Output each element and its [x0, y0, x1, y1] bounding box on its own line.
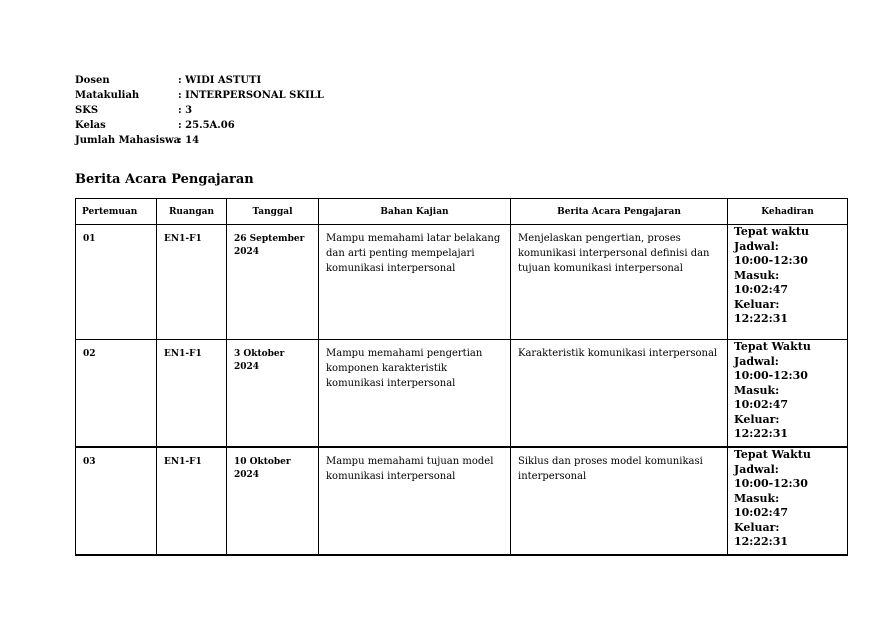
cell-kehadiran	[728, 447, 848, 555]
check-out-time: 12:22:31	[734, 427, 789, 440]
header-tanggal: Tanggal	[227, 199, 319, 225]
check-out-label: Keluar:	[734, 412, 780, 426]
cell-berita-acara: Menjelaskan pengertian, proses komunikasi interpersonal definisi dan tujuan komunikasi interpersonal	[511, 225, 728, 340]
table-row	[76, 340, 848, 448]
header-berita-acara: Berita Acara Pengajaran	[511, 199, 728, 225]
info-row-dosen	[75, 73, 324, 88]
cell-bahan-kajian: Mampu memahami tujuan model komunikasi interpersonal	[319, 447, 511, 555]
check-in-label: Masuk:	[734, 491, 780, 505]
section-title: Berita Acara Pengajaran	[75, 172, 254, 187]
cell-pertemuan: 02	[76, 340, 157, 448]
cell-kehadiran	[728, 225, 848, 340]
info-value: : 3	[178, 105, 193, 116]
cell-tanggal: 10 Oktober 2024	[227, 447, 319, 555]
check-in-time: 10:02:47	[734, 506, 789, 519]
attendance-status: Tepat waktu	[734, 225, 809, 238]
cell-bahan-kajian: Mampu memahami latar belakang dan arti penting mempelajari komunikasi interpersonal	[319, 225, 511, 340]
schedule-time: 10:00-12:30	[734, 477, 808, 490]
info-value: : 25.5A.06	[178, 120, 235, 131]
check-in-time: 10:02:47	[734, 398, 789, 411]
header-ruangan: Ruangan	[157, 199, 227, 225]
info-label: SKS	[75, 105, 99, 116]
cell-kehadiran	[728, 340, 848, 448]
info-row-sks	[75, 103, 324, 118]
info-value: : INTERPERSONAL SKILL	[178, 90, 324, 101]
attendance-status: Tepat Waktu	[734, 448, 811, 461]
info-label: Matakuliah	[75, 90, 140, 101]
check-out-label: Keluar:	[734, 297, 780, 311]
table-header-row	[76, 199, 848, 225]
info-row-kelas	[75, 118, 324, 133]
info-label: Dosen	[75, 75, 110, 86]
cell-berita-acara: Siklus dan proses model komunikasi interpersonal	[511, 447, 728, 555]
schedule-label: Jadwal:	[734, 462, 779, 476]
schedule-time: 10:00-12:30	[734, 254, 808, 267]
cell-pertemuan: 01	[76, 225, 157, 340]
header-pertemuan: Pertemuan	[76, 199, 157, 225]
cell-pertemuan: 03	[76, 447, 157, 555]
info-label: Kelas	[75, 120, 106, 131]
schedule-label: Jadwal:	[734, 239, 779, 253]
info-label: Jumlah Mahasiswa	[75, 135, 181, 146]
cell-ruangan: EN1-F1	[157, 447, 227, 555]
cell-ruangan: EN1-F1	[157, 225, 227, 340]
schedule-time: 10:00-12:30	[734, 369, 808, 382]
cell-tanggal: 3 Oktober 2024	[227, 340, 319, 448]
info-row-jumlah-mahasiswa	[75, 133, 324, 148]
check-out-time: 12:22:31	[734, 535, 789, 548]
info-value: : WIDI ASTUTI	[178, 75, 262, 86]
cell-bahan-kajian: Mampu memahami pengertian komponen karakteristik komunikasi interpersonal	[319, 340, 511, 448]
attendance-table	[75, 198, 848, 556]
schedule-label: Jadwal:	[734, 354, 779, 368]
cell-ruangan: EN1-F1	[157, 340, 227, 448]
header-bahan-kajian: Bahan Kajian	[319, 199, 511, 225]
course-info	[75, 73, 324, 148]
check-in-label: Masuk:	[734, 383, 780, 397]
cell-berita-acara: Karakteristik komunikasi interpersonal	[511, 340, 728, 448]
header-kehadiran: Kehadiran	[728, 199, 848, 225]
attendance-status: Tepat Waktu	[734, 340, 811, 353]
info-row-matakuliah	[75, 88, 324, 103]
table-row	[76, 447, 848, 555]
check-out-label: Keluar:	[734, 520, 780, 534]
table-row	[76, 225, 848, 340]
check-out-time: 12:22:31	[734, 312, 789, 325]
info-value: : 14	[178, 135, 200, 146]
check-in-time: 10:02:47	[734, 283, 789, 296]
check-in-label: Masuk:	[734, 268, 780, 282]
cell-tanggal: 26 September 2024	[227, 225, 319, 340]
